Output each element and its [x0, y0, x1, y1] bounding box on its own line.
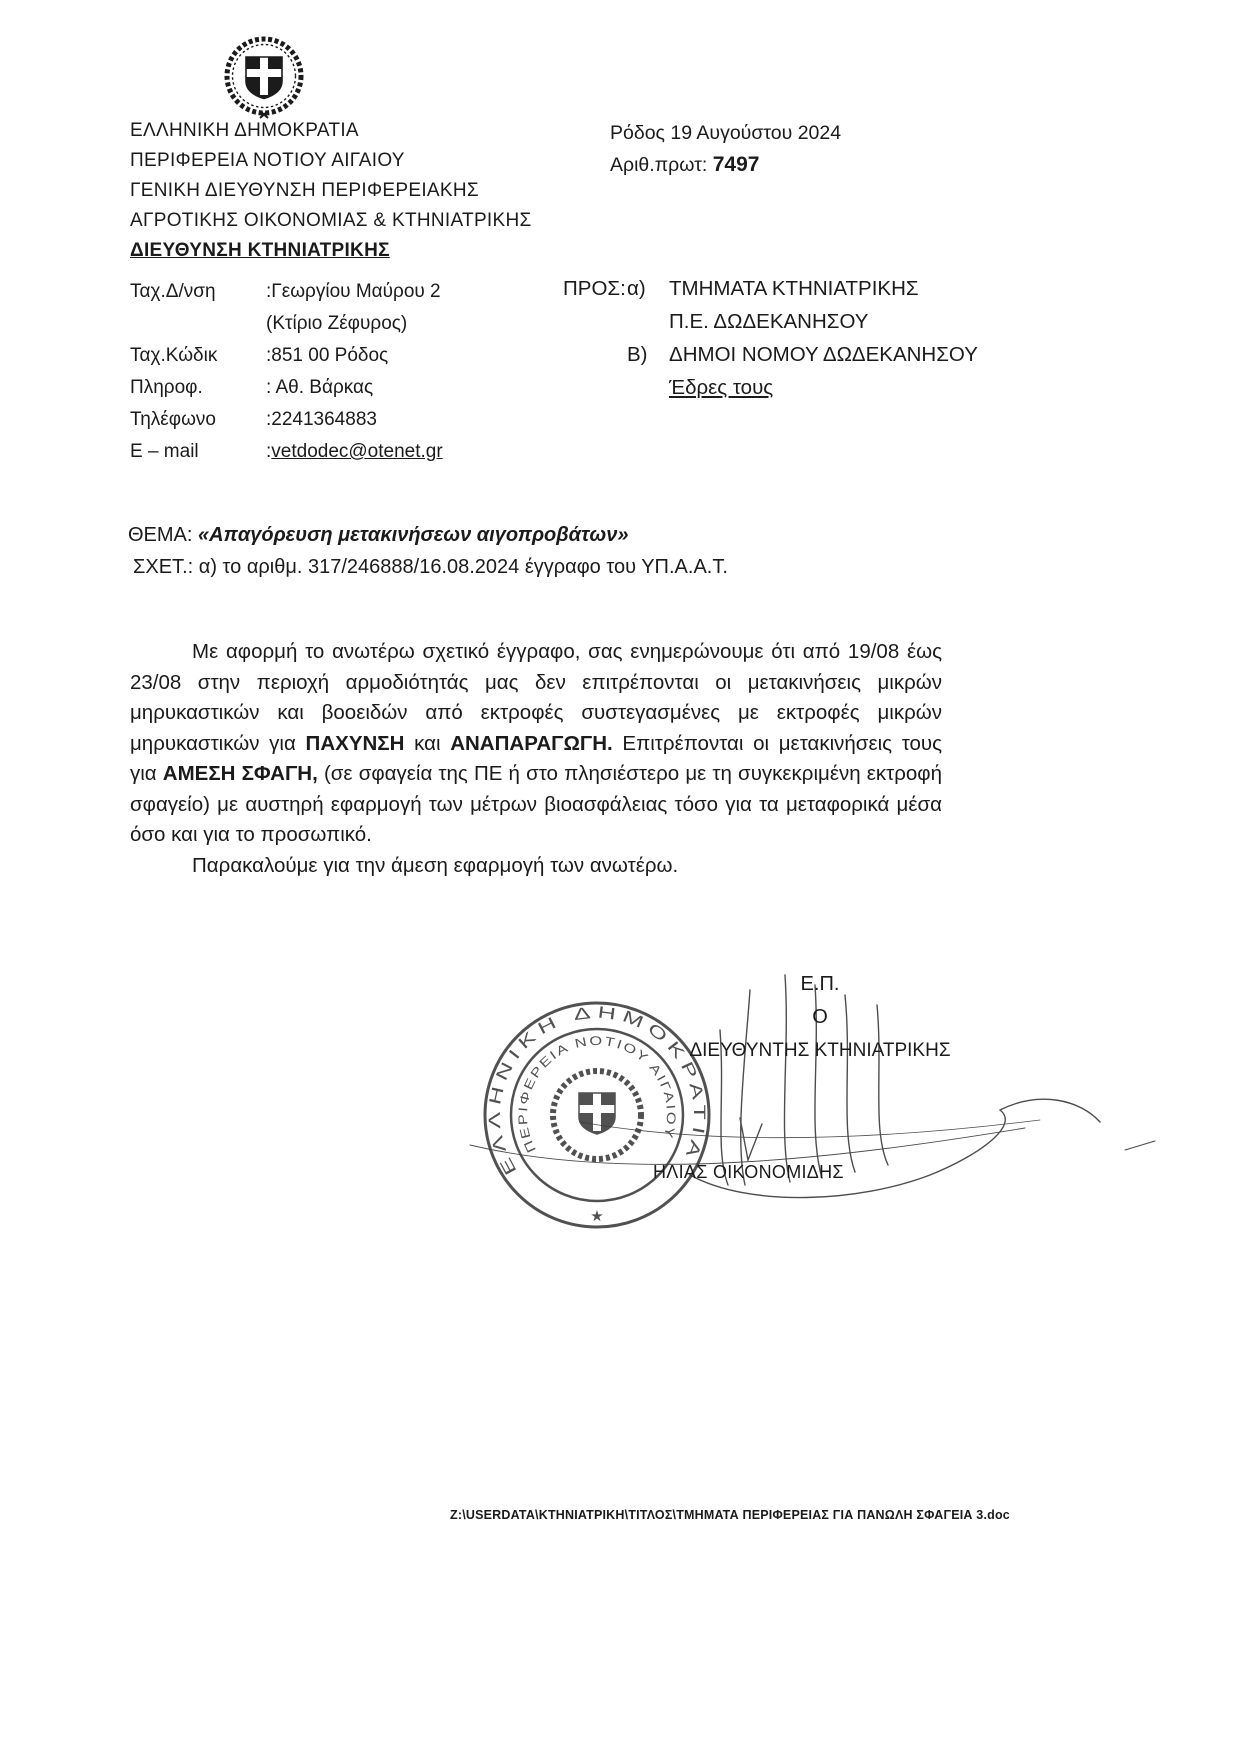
letterhead [130, 116, 532, 266]
contact-row [130, 308, 443, 340]
contact-value: (Κτίριο Ζέφυρος) [266, 313, 408, 334]
coat-of-arms-icon [222, 34, 306, 120]
stamp-inner-text: ΠΕΡΙΦΕΡΕΙΑ ΝΟΤΙΟΥ ΑΙΓΑΙΟΥ [515, 1033, 679, 1155]
contact-details [130, 276, 443, 468]
contact-row [130, 340, 443, 372]
email-colon: : [266, 441, 272, 462]
subject-line [128, 524, 628, 547]
contact-value: :2241364883 [266, 409, 377, 430]
protocol-number: 7497 [712, 153, 760, 176]
protocol-label: Αριθ.πρωτ: [610, 154, 708, 176]
reference-text: α) το αριθμ. 317/246888/16.08.2024 έγγραφο του ΥΠ.Α.Α.Τ. [198, 556, 728, 578]
signature-o: Ο [812, 1006, 828, 1028]
subject-text: «Απαγόρευση μετακινήσεων αιγοπροβάτων» [198, 524, 629, 546]
recipient-marker-a: α) [627, 277, 646, 300]
contact-label: Ταχ.Κώδικ [130, 345, 218, 366]
org-line: ΓΕΝΙΚΗ ΔΙΕΥΘΥΝΣΗ ΠΕΡΙΦΕΡΕΙΑΚΗΣ [130, 180, 479, 201]
letter-body [130, 637, 942, 881]
date-protocol-block [610, 118, 841, 181]
org-line: ΠΕΡΙΦΕΡΕΙΑ ΝΟΤΙΟΥ ΑΙΓΑΙΟΥ [130, 150, 405, 171]
org-line: ΑΓΡΟΤΙΚΗΣ ΟΙΚΟΝΟΜΙΑΣ & ΚΤΗΝΙΑΤΡΙΚΗΣ [130, 210, 532, 231]
contact-label: Πληροφ. [130, 377, 203, 398]
recipient-a-line2: Π.Ε. ΔΩΔΕΚΑΝΗΣΟΥ [669, 310, 869, 333]
subject-label: ΘΕΜΑ: [128, 524, 193, 546]
signature-title: ΔΙΕΥΘΥΝΤΗΣ ΚΤΗΝΙΑΤΡΙΚΗΣ [689, 1040, 951, 1061]
place-date: Ρόδος 19 Αυγούστου 2024 [610, 122, 842, 144]
org-line: ΕΛΛΗΝΙΚΗ ΔΗΜΟΚΡΑΤΙΑ [130, 120, 359, 141]
recipient-b-line1: ΔΗΜΟΙ ΝΟΜΟΥ ΔΩΔΕΚΑΝΗΣΟΥ [669, 343, 978, 366]
recipients-label: ΠΡΟΣ: [563, 277, 626, 300]
recipients-block [563, 272, 978, 404]
contact-value: :851 00 Ρόδος [266, 345, 389, 366]
contact-row [130, 372, 443, 404]
contact-value: :Γεωργίου Μαύρου 2 [266, 281, 441, 302]
body-paragraph-1: Με αφορμή το ανωτέρω σχετικό έγγραφο, σας ενημερώνουμε ότι από 19/08 έως 23/08 στην περιοχή αρμοδιότητάς μας δεν επιτρέπονται οι μετακινήσεις μικρών μηρυκαστικών και βοοειδών από εκτροφές συστεγασμένες με εκτροφές μικρών μηρυκαστικών για ΠΑΧΥΝΣΗ και ΑΝΑΠΑΡΑΓΩΓΗ. Επιτρέπονται οι μετακινήσεις τους για ΑΜΕΣΗ ΣΦΑΓΗ, (σε σφαγεία της ΠΕ ή στο πλησιέστερο με τη συγκεκριμένη εκτροφή σφαγείο) με αυστηρή εφαρμογή των μέτρων βιοασφάλειας τόσο για τα μεταφορικά μέσα όσο και για το προσωπικό. [130, 640, 943, 846]
contact-row [130, 276, 443, 308]
contact-value: : Αθ. Βάρκας [266, 377, 374, 398]
reference-label: ΣΧΕΤ.: [133, 556, 194, 578]
body-paragraph-2: Παρακαλούμε για την άμεση εφαρμογή των ανωτέρω. [192, 853, 679, 877]
email-label: E – mail [130, 441, 199, 462]
footer-file-path: Z:\USERDATA\ΚΤΗΝΙΑΤΡΙΚΗ\ΤΙΤΛΟΣ\ΤΜΗΜΑΤΑ ΠΕΡΙΦΕΡΕΙΑΣ ΓΙΑ ΠΑΝΩΛΗ ΣΦΑΓΕΙΑ 3.doc [450, 1508, 1010, 1522]
signature-ep: Ε.Π. [800, 973, 840, 995]
contact-label [130, 308, 266, 340]
recipient-b-line2: Έδρες τους [669, 376, 774, 399]
stamp-star-icon: ★ [590, 1208, 604, 1225]
contact-label: Ταχ.Δ/νση [130, 281, 216, 302]
contact-row [130, 404, 443, 436]
reference-line [133, 556, 728, 579]
email-address: vetdodec@otenet.gr [271, 441, 443, 462]
stamp-outer-text: ΕΛΛΗΝΙΚΗ ΔΗΜΟΚΡΑΤΙΑ [485, 1003, 709, 1178]
division-title: ΔΙΕΥΘΥΝΣΗ ΚΤΗΝΙΑΤΡΙΚΗΣ [130, 240, 390, 261]
recipient-marker-b: Β) [627, 343, 648, 366]
signatory-name: ΗΛΙΑΣ ΟΙΚΟΝΟΜΙΔΗΣ [653, 1162, 844, 1182]
signature-block [650, 968, 990, 1067]
recipient-a-line1: ΤΜΗΜΑΤΑ ΚΤΗΝΙΑΤΡΙΚΗΣ [669, 277, 919, 300]
contact-label: Τηλέφωνο [130, 409, 216, 430]
contact-row-email [130, 436, 443, 468]
